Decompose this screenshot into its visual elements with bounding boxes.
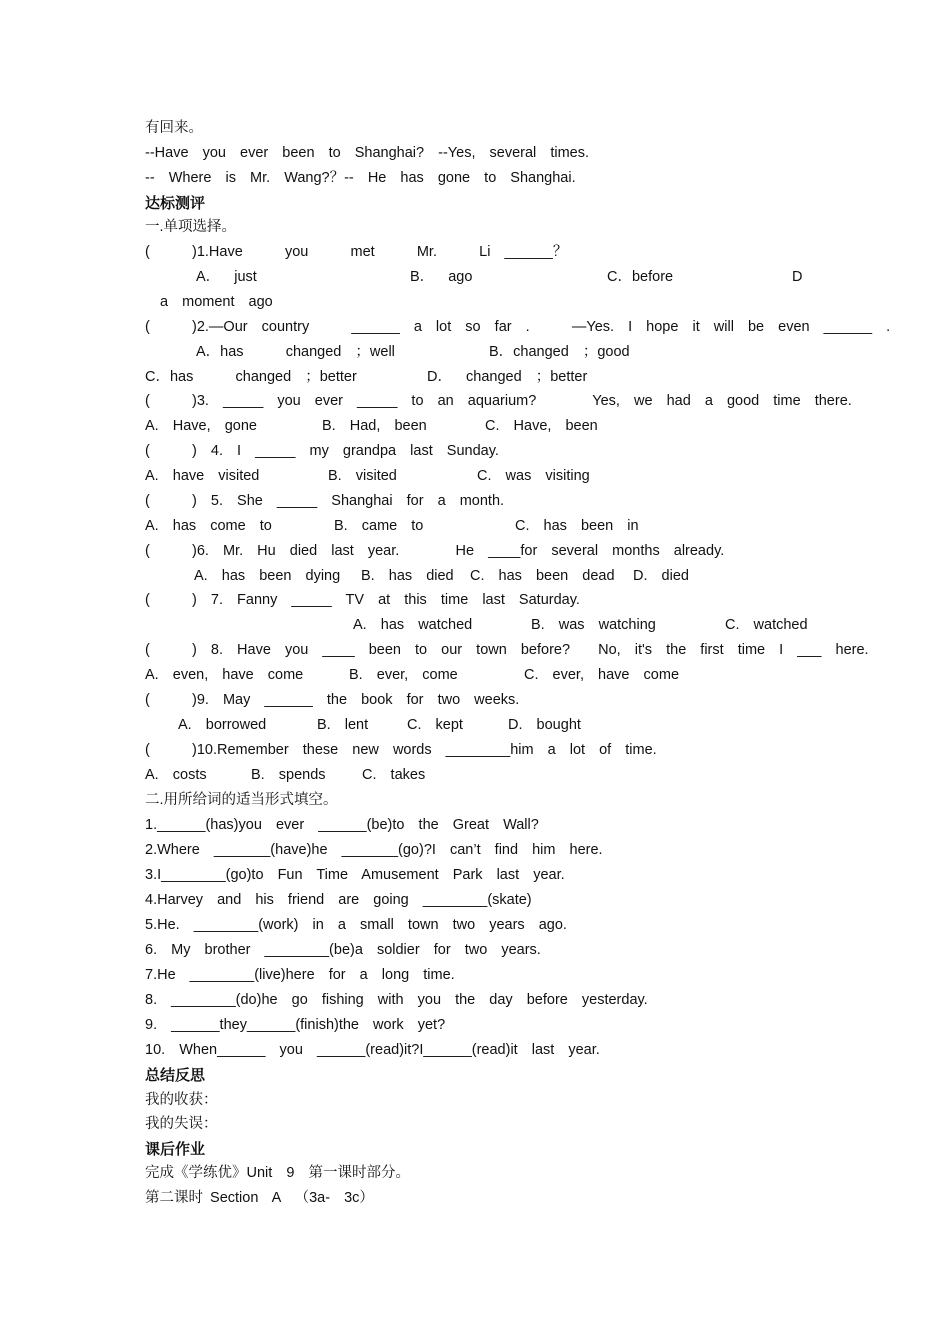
question-6-option-c: C. has been dead <box>470 568 615 584</box>
fill-item-7: 7.He ________(live)here for a long time. <box>145 967 455 983</box>
fill-item-6: 6. My brother ________(be)a soldier for two years. <box>145 942 541 958</box>
question-1-option-a: A． just <box>196 269 257 285</box>
intro-line-1: 有回来。 <box>145 120 203 136</box>
next-lesson-title: 第二课时 Section A （3a- 3c） <box>145 1190 374 1206</box>
question-2-option-a: A．has changed ；well <box>196 344 395 360</box>
intro-line-2: --Have you ever been to Shanghai? --Yes, several times. <box>145 145 589 161</box>
question-5-option-c: C. has been in <box>515 518 639 534</box>
question-7-option-b: B. was watching <box>531 617 656 633</box>
question-6-stem: ( )6. Mr. Hu died last year. He ____for several months already. <box>145 543 725 559</box>
summary-heading: 总结反思 <box>145 1066 206 1084</box>
question-10-option-a: A. costs <box>145 767 207 783</box>
question-5-stem: ( ) 5. She _____ Shanghai for a month. <box>145 493 505 509</box>
part1-title: 一.单项选择。 <box>145 219 237 235</box>
question-8-option-c: C. ever, have come <box>524 667 680 683</box>
question-10-stem: ( )10.Remember these new words ________him a lot of time. <box>145 742 657 758</box>
homework-task: 完成《学练优》Unit 9 第一课时部分。 <box>145 1165 410 1181</box>
fill-item-8: 8. ________(do)he go fishing with you the day before yesterday. <box>145 992 648 1008</box>
fill-item-5: 5.He. ________(work) in a small town two years ago. <box>145 917 567 933</box>
fill-item-2: 2.Where _______(have)he _______(go)?I can’t find him here. <box>145 842 603 858</box>
intro-line-3: -- Where is Mr. Wang?？-- He has gone to Shanghai. <box>145 170 576 186</box>
question-10-option-b: B. spends <box>251 767 326 783</box>
question-1-option-d-text: a moment ago <box>160 294 273 310</box>
question-2-option-c: C．has changed ；better <box>145 369 357 385</box>
summary-mistake: 我的失误： <box>145 1116 218 1132</box>
question-5-option-a: A. has come to <box>145 518 272 534</box>
question-7-stem: ( ) 7. Fanny _____ TV at this time last Saturday. <box>145 592 580 608</box>
part2-title: 二.用所给词的适当形式填空。 <box>145 792 338 808</box>
question-9-option-a: A. borrowed <box>178 717 267 733</box>
fill-item-3: 3.I________(go)to Fun Time Amusement Park last year. <box>145 867 565 883</box>
question-9-option-d: D. bought <box>508 717 581 733</box>
fill-item-9: 9. ______they______(finish)the work yet? <box>145 1017 446 1033</box>
summary-gain: 我的收获： <box>145 1092 218 1108</box>
fill-item-10: 10. When______ you ______(read)it?I______(read)it last year. <box>145 1042 600 1058</box>
question-9-stem: ( )9. May ______ the book for two weeks. <box>145 692 520 708</box>
question-9-option-c: C. kept <box>407 717 463 733</box>
question-9-option-b: B. lent <box>317 717 369 733</box>
question-4-stem: ( ) 4. I _____ my grandpa last Sunday. <box>145 443 499 459</box>
question-2-option-b: B．changed ；good <box>489 344 630 360</box>
question-1-option-c: C．before <box>607 269 674 285</box>
question-1-option-b: B． ago <box>410 269 473 285</box>
question-5-option-b: B. came to <box>334 518 424 534</box>
question-8-option-a: A. even, have come <box>145 667 304 683</box>
homework-heading: 课后作业 <box>145 1140 206 1158</box>
question-6-option-a: A. has been dying <box>194 568 341 584</box>
fill-item-4: 4.Harvey and his friend are going ________(skate) <box>145 892 532 908</box>
question-1-stem: ( )1.Have you met Mr. Li ______？ <box>145 244 568 260</box>
question-2-option-d: D． changed ；better <box>427 369 588 385</box>
question-4-option-b: B. visited <box>328 468 397 484</box>
question-7-option-c: C. watched <box>725 617 808 633</box>
question-3-option-b: B. Had, been <box>322 418 427 434</box>
question-8-option-b: B. ever, come <box>349 667 458 683</box>
assessment-heading: 达标测评 <box>145 194 206 212</box>
question-3-stem: ( )3. _____ you ever _____ to an aquarium? Yes, we had a good time there. <box>145 393 852 409</box>
fill-item-1: 1.______(has)you ever ______(be)to the Great Wall? <box>145 817 539 833</box>
question-7-option-a: A. has watched <box>353 617 473 633</box>
question-1-option-d: D <box>792 269 803 285</box>
question-2-stem: ( )2.—Our country ______ a lot so far . —Yes. I hope it will be even ______ . <box>145 319 891 335</box>
question-3-option-a: A. Have, gone <box>145 418 257 434</box>
question-4-option-a: A. have visited <box>145 468 260 484</box>
question-3-option-c: C. Have, been <box>485 418 598 434</box>
question-10-option-c: C. takes <box>362 767 426 783</box>
question-4-option-c: C. was visiting <box>477 468 590 484</box>
question-6-option-b: B. has died <box>361 568 454 584</box>
question-6-option-d: D. died <box>633 568 689 584</box>
question-8-stem: ( ) 8. Have you ____ been to our town before? No, it's the first time I ___ here. <box>145 642 869 658</box>
